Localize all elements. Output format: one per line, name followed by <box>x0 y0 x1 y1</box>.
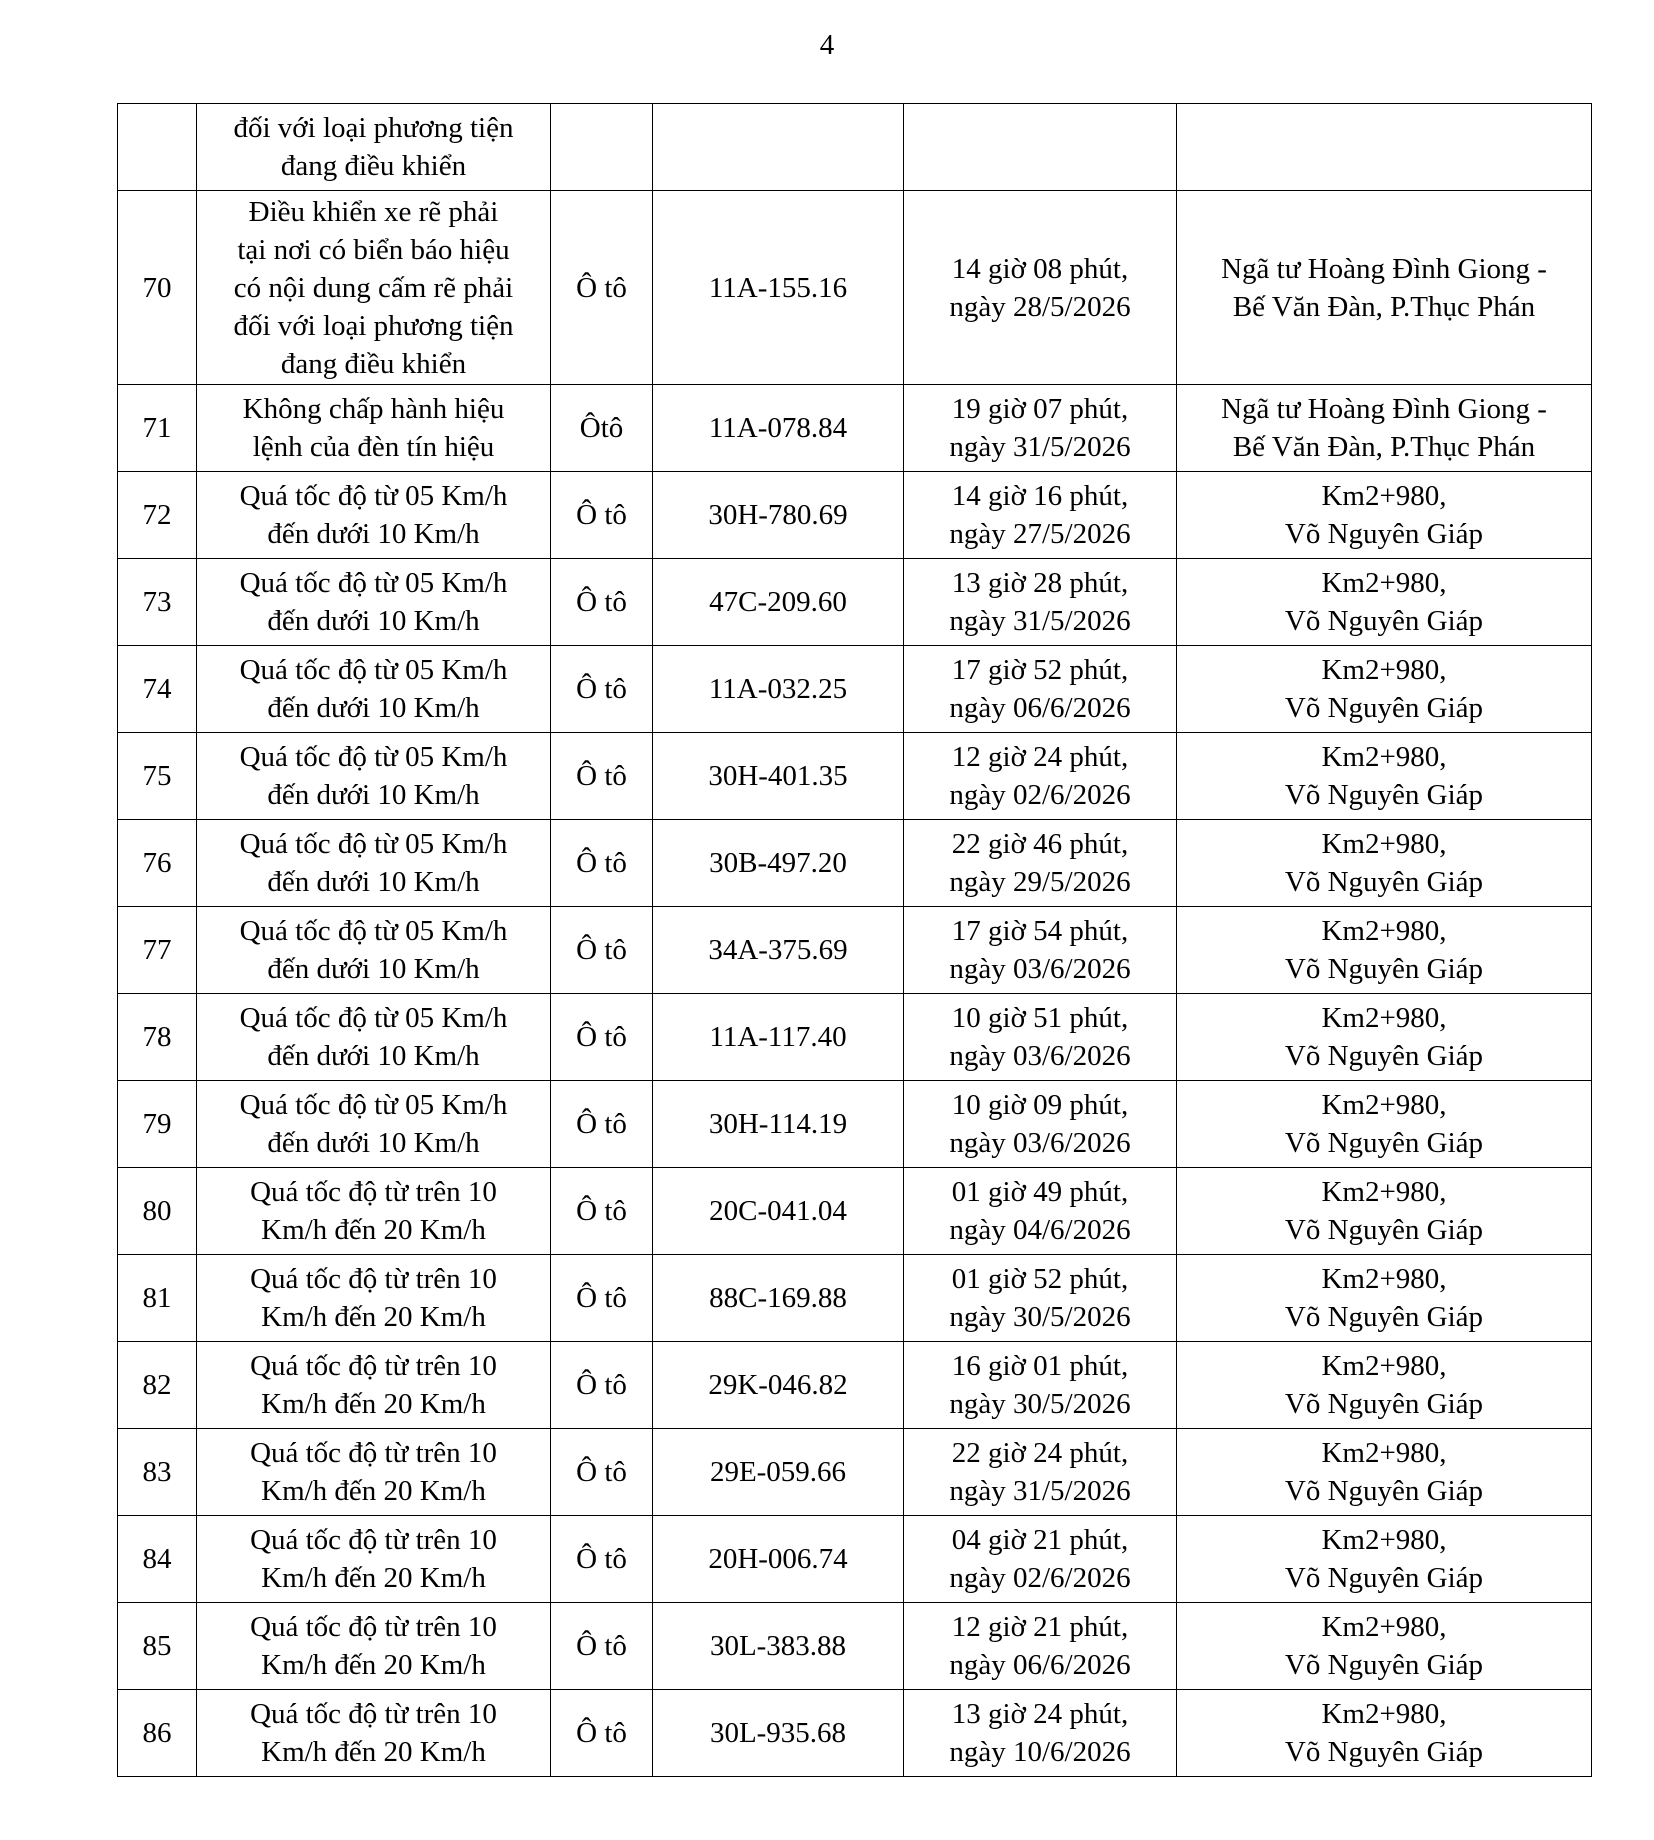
cell-location <box>1177 1516 1592 1603</box>
location-line: Km2+980, <box>1321 1263 1447 1295</box>
violation-line: Quá tốc độ từ trên 10 <box>250 1437 497 1469</box>
cell-location <box>1177 907 1592 994</box>
location-line: Võ Nguyên Giáp <box>1284 1040 1484 1072</box>
violation-line: Không chấp hành hiệu <box>242 393 505 425</box>
cell-plate: 20H-006.74 <box>653 1516 904 1603</box>
cell-plate: 30B-497.20 <box>653 820 904 907</box>
cell-time <box>904 820 1177 907</box>
cell-plate: 30L-935.68 <box>653 1690 904 1777</box>
cell-time <box>904 1690 1177 1777</box>
cell-violation <box>197 385 551 472</box>
time-line: ngày 30/5/2026 <box>949 1388 1131 1420</box>
cell-violation <box>197 1168 551 1255</box>
cell-plate: 30H-401.35 <box>653 733 904 820</box>
violation-line: Quá tốc độ từ trên 10 <box>250 1611 497 1643</box>
cell-location <box>1177 1168 1592 1255</box>
cell-vehicle: Ô tô <box>551 1690 653 1777</box>
time-line: 17 giờ 54 phút, <box>951 915 1129 947</box>
location-line: Ngã tư Hoàng Đình Giong - <box>1221 252 1547 285</box>
cell-stt: 72 <box>118 472 197 559</box>
cell-vehicle: Ô tô <box>551 191 653 385</box>
cell-plate: 11A-117.40 <box>653 994 904 1081</box>
violation-line: đến dưới 10 Km/h <box>267 866 480 898</box>
cell-time <box>904 907 1177 994</box>
location-line: Km2+980, <box>1321 654 1447 686</box>
time-line: 12 giờ 21 phút, <box>951 1611 1129 1643</box>
time-line: ngày 06/6/2026 <box>949 1649 1131 1681</box>
time-line: 13 giờ 24 phút, <box>951 1698 1129 1730</box>
violation-line: Quá tốc độ từ 05 Km/h <box>239 1089 508 1121</box>
cell-plate: 88C-169.88 <box>653 1255 904 1342</box>
violations-table <box>117 103 1592 1777</box>
cell-vehicle <box>551 104 653 191</box>
table-row <box>118 1516 1592 1603</box>
violation-line: đang điều khiển <box>280 150 467 182</box>
cell-plate: 47C-209.60 <box>653 559 904 646</box>
violation-line: đối với loại phương tiện <box>233 112 514 144</box>
time-line: 01 giờ 52 phút, <box>951 1263 1129 1295</box>
location-line: Võ Nguyên Giáp <box>1284 1649 1484 1681</box>
violation-line: đến dưới 10 Km/h <box>267 1127 480 1159</box>
table-row <box>118 191 1592 385</box>
location-line: Võ Nguyên Giáp <box>1284 779 1484 811</box>
cell-stt: 79 <box>118 1081 197 1168</box>
violation-line: Quá tốc độ từ trên 10 <box>250 1524 497 1556</box>
cell-location <box>1177 1081 1592 1168</box>
time-line: ngày 28/5/2026 <box>949 290 1131 323</box>
cell-location <box>1177 472 1592 559</box>
cell-time <box>904 104 1177 191</box>
time-line: 10 giờ 09 phút, <box>951 1089 1129 1121</box>
violation-line: Quá tốc độ từ trên 10 <box>250 1350 497 1382</box>
cell-time <box>904 994 1177 1081</box>
location-line: Km2+980, <box>1321 1611 1447 1643</box>
violation-line: Quá tốc độ từ 05 Km/h <box>239 654 508 686</box>
violation-line: đến dưới 10 Km/h <box>267 692 480 724</box>
cell-vehicle: Ô tô <box>551 994 653 1081</box>
table-row <box>118 1603 1592 1690</box>
time-line: ngày 27/5/2026 <box>949 518 1131 550</box>
cell-plate: 11A-078.84 <box>653 385 904 472</box>
cell-plate <box>653 104 904 191</box>
location-line: Km2+980, <box>1321 1176 1447 1208</box>
time-line: ngày 04/6/2026 <box>949 1214 1131 1246</box>
table-row <box>118 733 1592 820</box>
cell-violation <box>197 191 551 385</box>
table-row <box>118 1168 1592 1255</box>
location-line: Võ Nguyên Giáp <box>1284 866 1484 898</box>
violation-line: Km/h đến 20 Km/h <box>261 1214 486 1246</box>
cell-vehicle: Ô tô <box>551 1429 653 1516</box>
cell-location <box>1177 733 1592 820</box>
cell-time <box>904 1342 1177 1429</box>
cell-location <box>1177 559 1592 646</box>
cell-violation <box>197 1081 551 1168</box>
time-line: 17 giờ 52 phút, <box>951 654 1129 686</box>
time-line: 14 giờ 16 phút, <box>951 480 1129 512</box>
cell-plate: 29E-059.66 <box>653 1429 904 1516</box>
violation-line: Quá tốc độ từ 05 Km/h <box>239 915 508 947</box>
cell-vehicle: Ô tô <box>551 1168 653 1255</box>
cell-stt: 82 <box>118 1342 197 1429</box>
time-line: 10 giờ 51 phút, <box>951 1002 1129 1034</box>
cell-stt: 86 <box>118 1690 197 1777</box>
page-number: 4 <box>819 29 835 61</box>
cell-plate: 30L-383.88 <box>653 1603 904 1690</box>
location-line: Km2+980, <box>1321 828 1447 860</box>
cell-location <box>1177 820 1592 907</box>
location-line: Km2+980, <box>1321 480 1447 512</box>
cell-stt: 78 <box>118 994 197 1081</box>
location-line: Võ Nguyên Giáp <box>1284 953 1484 985</box>
cell-stt: 71 <box>118 385 197 472</box>
cell-plate: 11A-155.16 <box>653 191 904 385</box>
violation-line: Điều khiển xe rẽ phải <box>248 195 499 228</box>
time-line: ngày 31/5/2026 <box>949 605 1131 637</box>
time-line: 22 giờ 24 phút, <box>951 1437 1129 1469</box>
cell-violation <box>197 1429 551 1516</box>
location-line: Võ Nguyên Giáp <box>1284 1127 1484 1159</box>
cell-violation <box>197 1690 551 1777</box>
location-line: Võ Nguyên Giáp <box>1284 1736 1484 1768</box>
cell-stt: 80 <box>118 1168 197 1255</box>
cell-location <box>1177 385 1592 472</box>
cell-time <box>904 472 1177 559</box>
cell-vehicle: Ôtô <box>551 385 653 472</box>
location-line: Võ Nguyên Giáp <box>1284 1475 1484 1507</box>
location-line: Võ Nguyên Giáp <box>1284 692 1484 724</box>
cell-stt: 83 <box>118 1429 197 1516</box>
time-line: ngày 03/6/2026 <box>949 1040 1131 1072</box>
cell-location <box>1177 1342 1592 1429</box>
cell-violation <box>197 646 551 733</box>
time-line: ngày 02/6/2026 <box>949 779 1131 811</box>
location-line: Ngã tư Hoàng Đình Giong - <box>1221 393 1547 425</box>
cell-location <box>1177 1603 1592 1690</box>
cell-stt: 84 <box>118 1516 197 1603</box>
cell-vehicle: Ô tô <box>551 1516 653 1603</box>
cell-stt: 70 <box>118 191 197 385</box>
time-line: 01 giờ 49 phút, <box>951 1176 1129 1208</box>
location-line: Võ Nguyên Giáp <box>1284 1214 1484 1246</box>
violation-line: Quá tốc độ từ 05 Km/h <box>239 480 508 512</box>
violation-line: Quá tốc độ từ 05 Km/h <box>239 828 508 860</box>
violation-line: đến dưới 10 Km/h <box>267 605 480 637</box>
cell-vehicle: Ô tô <box>551 1603 653 1690</box>
cell-time <box>904 191 1177 385</box>
cell-vehicle: Ô tô <box>551 733 653 820</box>
cell-stt: 74 <box>118 646 197 733</box>
cell-plate: 20C-041.04 <box>653 1168 904 1255</box>
location-line: Km2+980, <box>1321 915 1447 947</box>
cell-stt: 77 <box>118 907 197 994</box>
cell-time <box>904 1429 1177 1516</box>
cell-stt: 73 <box>118 559 197 646</box>
violation-line: đến dưới 10 Km/h <box>267 518 480 550</box>
time-line: ngày 29/5/2026 <box>949 866 1131 898</box>
location-line: Võ Nguyên Giáp <box>1284 1301 1484 1333</box>
table-row <box>118 1081 1592 1168</box>
cell-vehicle: Ô tô <box>551 820 653 907</box>
cell-violation <box>197 907 551 994</box>
cell-violation <box>197 1342 551 1429</box>
violation-line: đến dưới 10 Km/h <box>267 1040 480 1072</box>
location-line: Võ Nguyên Giáp <box>1284 518 1484 550</box>
location-line: Km2+980, <box>1321 741 1447 773</box>
table-row <box>118 385 1592 472</box>
cell-location <box>1177 1690 1592 1777</box>
cell-time <box>904 1516 1177 1603</box>
violation-line: tại nơi có biển báo hiệu <box>237 233 510 266</box>
cell-violation <box>197 733 551 820</box>
cell-plate: 34A-375.69 <box>653 907 904 994</box>
cell-violation <box>197 994 551 1081</box>
cell-vehicle: Ô tô <box>551 907 653 994</box>
cell-vehicle: Ô tô <box>551 559 653 646</box>
violation-line: Km/h đến 20 Km/h <box>261 1562 486 1594</box>
cell-vehicle: Ô tô <box>551 472 653 559</box>
location-line: Võ Nguyên Giáp <box>1284 1562 1484 1594</box>
violation-line: Km/h đến 20 Km/h <box>261 1649 486 1681</box>
cell-stt <box>118 104 197 191</box>
violation-line: Quá tốc độ từ trên 10 <box>250 1176 497 1208</box>
violation-line: đến dưới 10 Km/h <box>267 779 480 811</box>
location-line: Võ Nguyên Giáp <box>1284 1388 1484 1420</box>
time-line: ngày 10/6/2026 <box>949 1736 1131 1768</box>
table-row-continued <box>118 104 1592 191</box>
violation-line: Km/h đến 20 Km/h <box>261 1301 486 1333</box>
time-line: 12 giờ 24 phút, <box>951 741 1129 773</box>
violation-line: Km/h đến 20 Km/h <box>261 1388 486 1420</box>
cell-plate: 29K-046.82 <box>653 1342 904 1429</box>
cell-time <box>904 559 1177 646</box>
violation-line: Km/h đến 20 Km/h <box>261 1736 486 1768</box>
time-line: ngày 03/6/2026 <box>949 1127 1131 1159</box>
cell-vehicle: Ô tô <box>551 1081 653 1168</box>
time-line: ngày 02/6/2026 <box>949 1562 1131 1594</box>
cell-location <box>1177 1255 1592 1342</box>
cell-violation <box>197 472 551 559</box>
cell-stt: 85 <box>118 1603 197 1690</box>
table-body <box>118 104 1592 1777</box>
violation-line: Quá tốc độ từ trên 10 <box>250 1698 497 1730</box>
violation-line: đến dưới 10 Km/h <box>267 953 480 985</box>
location-line: Km2+980, <box>1321 1524 1447 1556</box>
cell-violation <box>197 1603 551 1690</box>
cell-stt: 75 <box>118 733 197 820</box>
violation-line: Km/h đến 20 Km/h <box>261 1475 486 1507</box>
cell-plate: 30H-780.69 <box>653 472 904 559</box>
violation-line: Quá tốc độ từ 05 Km/h <box>239 741 508 773</box>
table-row <box>118 1255 1592 1342</box>
cell-stt: 81 <box>118 1255 197 1342</box>
cell-vehicle: Ô tô <box>551 1342 653 1429</box>
cell-time <box>904 733 1177 820</box>
location-line: Km2+980, <box>1321 1002 1447 1034</box>
cell-time <box>904 646 1177 733</box>
table-row <box>118 1342 1592 1429</box>
cell-violation <box>197 1255 551 1342</box>
cell-time <box>904 1081 1177 1168</box>
time-line: 13 giờ 28 phút, <box>951 567 1129 599</box>
location-line: Km2+980, <box>1321 1437 1447 1469</box>
cell-plate: 30H-114.19 <box>653 1081 904 1168</box>
cell-vehicle: Ô tô <box>551 646 653 733</box>
table-row <box>118 559 1592 646</box>
table-row <box>118 472 1592 559</box>
cell-time <box>904 1255 1177 1342</box>
cell-location <box>1177 104 1592 191</box>
cell-stt: 76 <box>118 820 197 907</box>
cell-time <box>904 1168 1177 1255</box>
cell-violation <box>197 820 551 907</box>
location-line: Km2+980, <box>1321 567 1447 599</box>
cell-time <box>904 385 1177 472</box>
time-line: ngày 06/6/2026 <box>949 692 1131 724</box>
location-line: Km2+980, <box>1321 1350 1447 1382</box>
violation-line: lệnh của đèn tín hiệu <box>252 431 495 463</box>
time-line: ngày 31/5/2026 <box>949 1475 1131 1507</box>
time-line: 16 giờ 01 phút, <box>951 1350 1129 1382</box>
time-line: ngày 31/5/2026 <box>949 431 1131 463</box>
location-line: Km2+980, <box>1321 1698 1447 1730</box>
time-line: 04 giờ 21 phút, <box>951 1524 1129 1556</box>
cell-time <box>904 1603 1177 1690</box>
table-row <box>118 994 1592 1081</box>
table-row <box>118 907 1592 994</box>
location-line: Km2+980, <box>1321 1089 1447 1121</box>
time-line: 22 giờ 46 phút, <box>951 828 1129 860</box>
cell-violation <box>197 559 551 646</box>
location-line: Bế Văn Đàn, P.Thục Phán <box>1232 290 1536 323</box>
table-row <box>118 1429 1592 1516</box>
time-line: ngày 03/6/2026 <box>949 953 1131 985</box>
violation-line: Quá tốc độ từ trên 10 <box>250 1263 497 1295</box>
location-line: Võ Nguyên Giáp <box>1284 605 1484 637</box>
cell-violation <box>197 104 551 191</box>
violation-line: Quá tốc độ từ 05 Km/h <box>239 567 508 599</box>
cell-location <box>1177 646 1592 733</box>
cell-vehicle: Ô tô <box>551 1255 653 1342</box>
time-line: 14 giờ 08 phút, <box>951 252 1129 285</box>
violation-line: đối với loại phương tiện <box>233 309 514 342</box>
violation-line: có nội dung cấm rẽ phải <box>233 271 514 304</box>
violation-line: đang điều khiển <box>280 347 467 380</box>
table-row <box>118 1690 1592 1777</box>
location-line: Bế Văn Đàn, P.Thục Phán <box>1232 431 1536 463</box>
table-row <box>118 820 1592 907</box>
cell-plate: 11A-032.25 <box>653 646 904 733</box>
violation-line: Quá tốc độ từ 05 Km/h <box>239 1002 508 1034</box>
time-line: 19 giờ 07 phút, <box>951 393 1129 425</box>
cell-location <box>1177 1429 1592 1516</box>
table-row <box>118 646 1592 733</box>
time-line: ngày 30/5/2026 <box>949 1301 1131 1333</box>
cell-location <box>1177 191 1592 385</box>
cell-location <box>1177 994 1592 1081</box>
cell-violation <box>197 1516 551 1603</box>
